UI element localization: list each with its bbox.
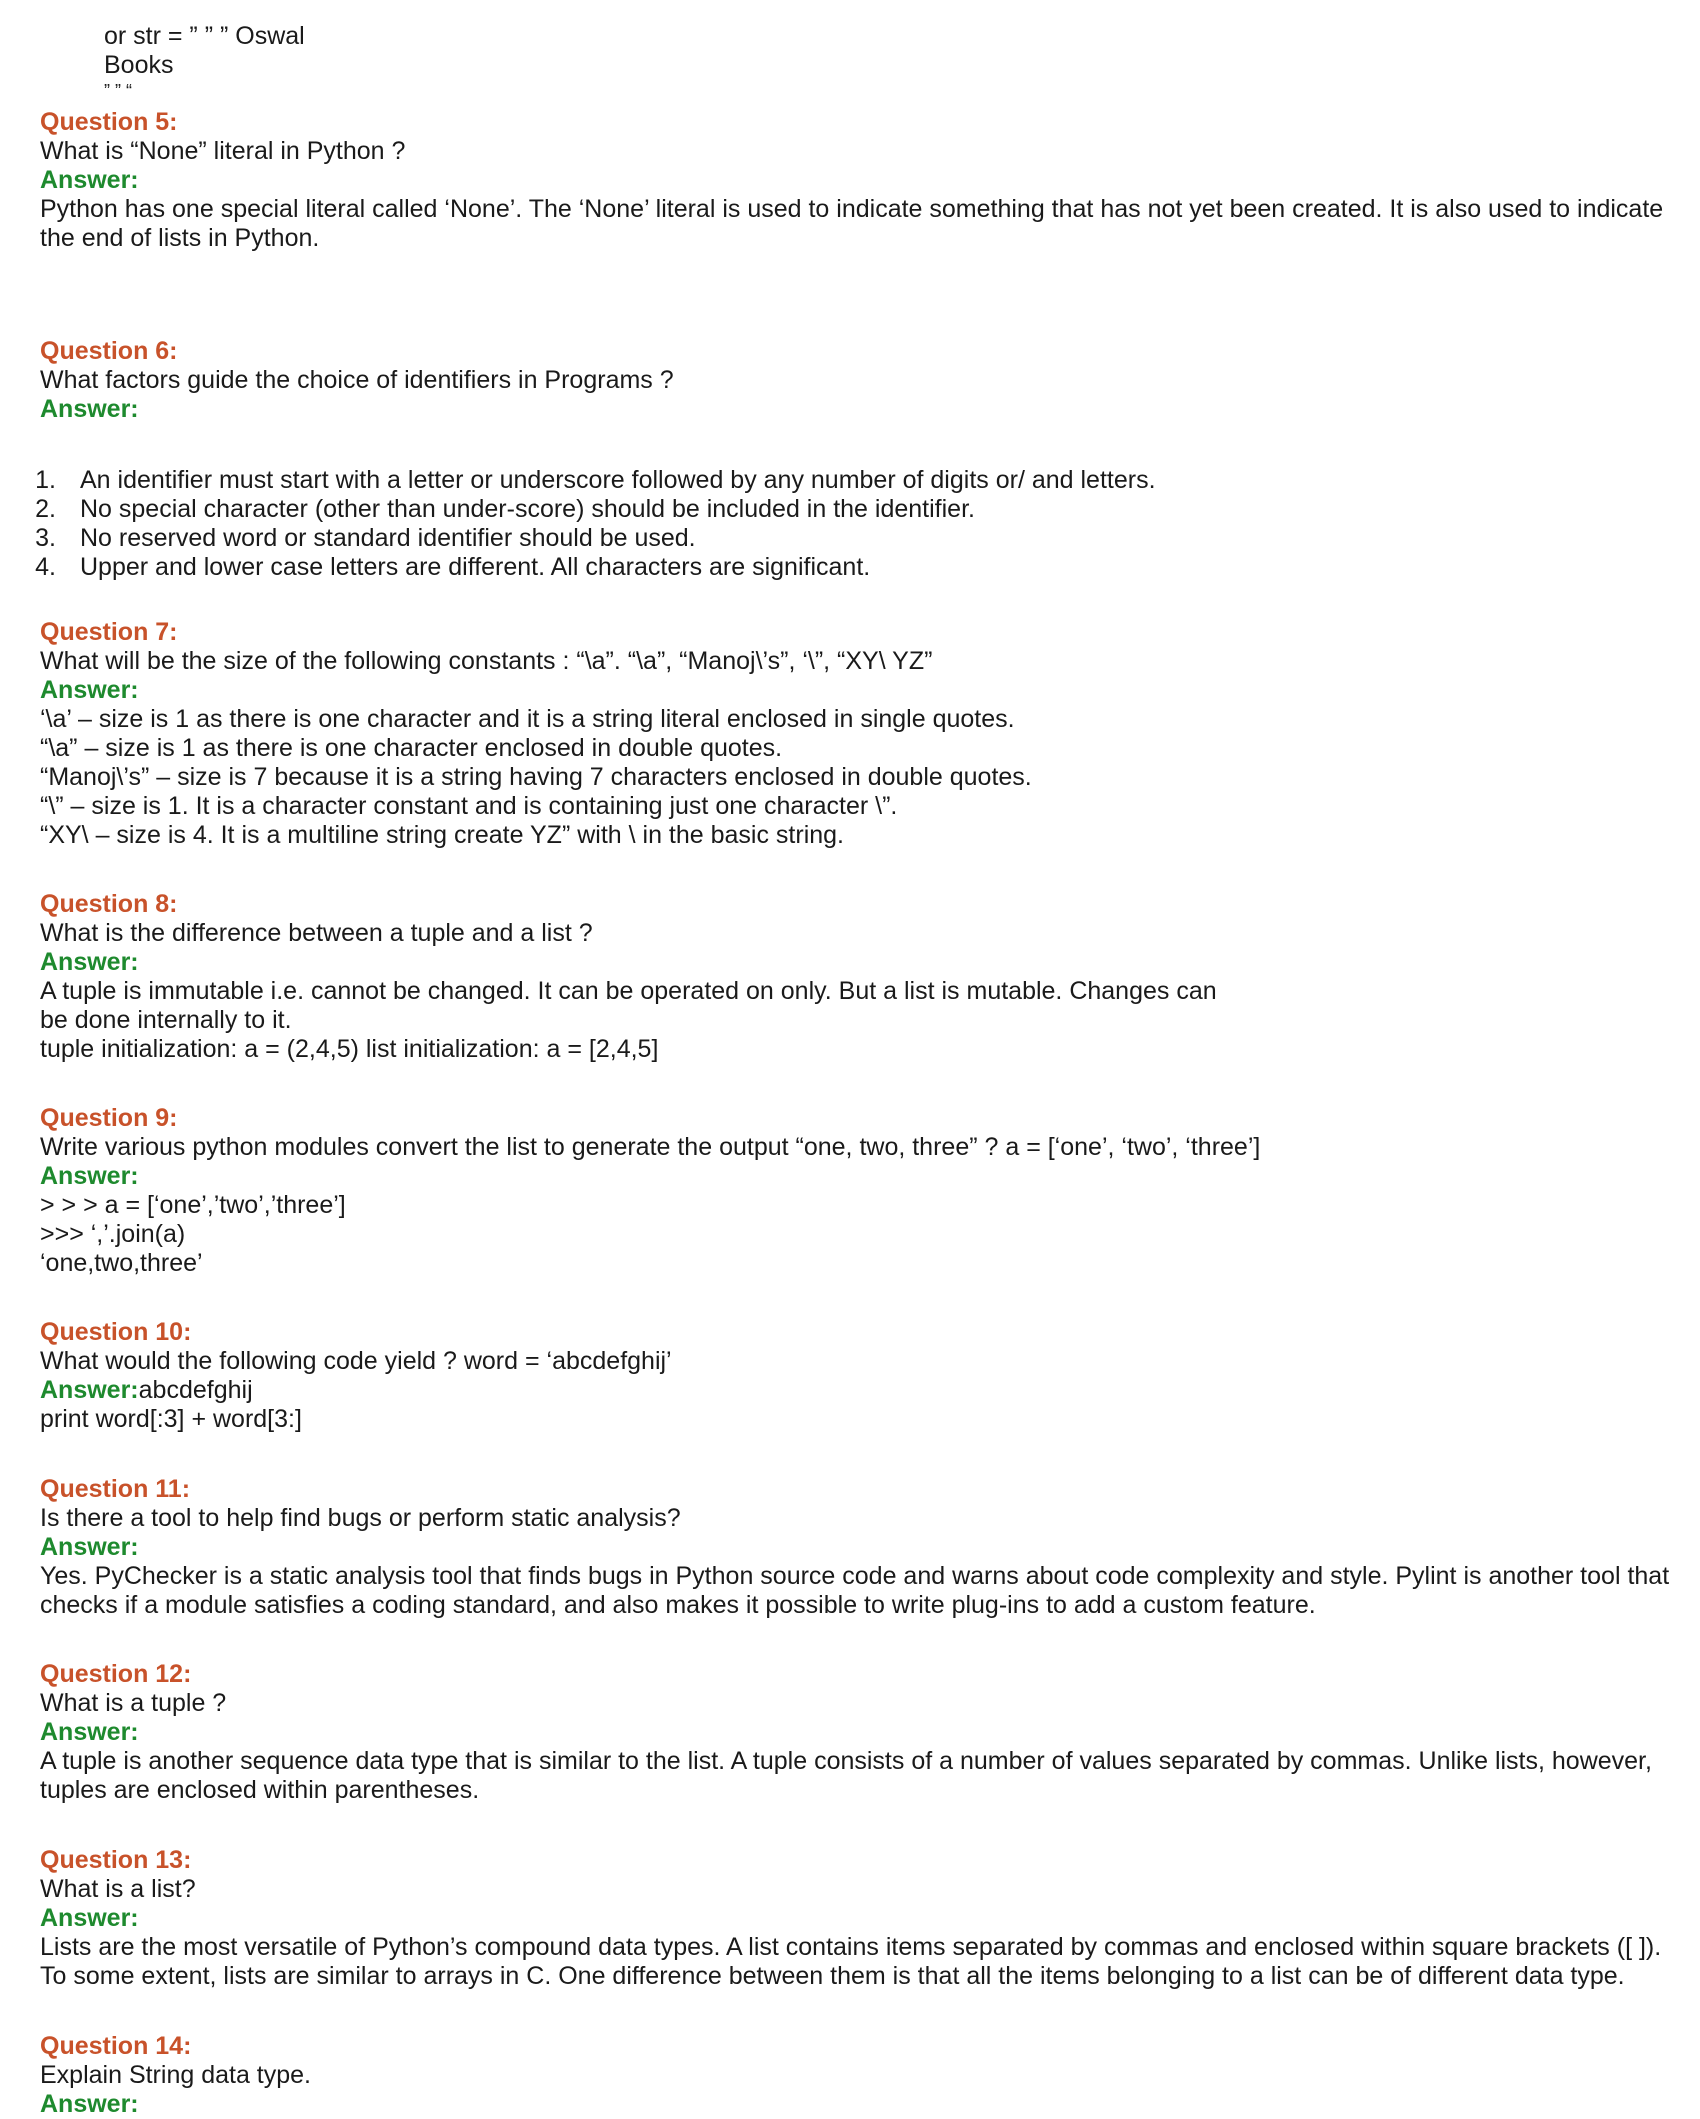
question-text: What factors guide the choice of identifiers in Programs ? <box>40 366 674 394</box>
answer-line: “XY\ – size is 4. It is a multiline string create YZ” with \ in the basic string. <box>40 821 845 849</box>
qa-block-9 <box>40 1104 1680 1278</box>
answer-label: Answer: <box>40 166 139 194</box>
question-title: Question 6: <box>40 337 178 365</box>
answer-line: >>> ‘,’.join(a) <box>40 1220 186 1248</box>
question-text: What is “None” literal in Python ? <box>40 137 406 165</box>
answer-label: Answer: <box>40 1376 139 1404</box>
answer-line: A tuple is immutable i.e. cannot be changed. It can be operated on only. But a list is mutable. Changes can <box>40 977 1217 1005</box>
answer-line: “\” – size is 1. It is a character constant and is containing just one character \”. <box>40 792 898 820</box>
question-title: Question 10: <box>40 1318 192 1346</box>
qa-block-6 <box>35 337 1680 582</box>
list-item: 3. No reserved word or standard identifier should be used. <box>35 524 696 552</box>
question-text: Is there a tool to help find bugs or perform static analysis? <box>40 1504 681 1532</box>
answer-line: ‘one,two,three’ <box>40 1249 203 1277</box>
question-title: Question 5: <box>40 108 178 136</box>
answer-text: Lists are the most versatile of Python’s compound data types. A list contains items separated by commas and enclosed within square brackets ([ ]). To some extent, lists are similar to arrays in C. One difference between them is that all the items belonging to a list can be of different data type. <box>40 1933 1662 1990</box>
answer-line: > > > a = [‘one’,’two’,’three’] <box>40 1191 346 1219</box>
intro-line: ” ” “ <box>104 81 132 101</box>
answer-label: Answer: <box>40 948 139 976</box>
qa-block-13 <box>40 1846 1680 1991</box>
answer-text: Python has one special literal called ‘None’. The ‘None’ literal is used to indicate something that has not yet been created. It is also used to indicate the end of lists in Python. <box>40 195 1664 252</box>
question-text: What would the following code yield ? word = ‘abcdefghij’ <box>40 1347 672 1375</box>
answer-label: Answer: <box>40 395 139 423</box>
intro-code-fragment <box>104 22 305 102</box>
question-text: Explain String data type. <box>40 2061 311 2089</box>
qa-block-14 <box>40 2032 1680 2119</box>
question-title: Question 13: <box>40 1846 192 1874</box>
intro-line: Books <box>104 51 174 79</box>
question-text: What is a list? <box>40 1875 196 1903</box>
answer-label: Answer: <box>40 2090 139 2118</box>
question-text: What is a tuple ? <box>40 1689 227 1717</box>
qa-block-8 <box>40 890 1680 1064</box>
question-title: Question 12: <box>40 1660 192 1688</box>
answer-label: Answer: <box>40 1162 139 1190</box>
answer-row <box>40 1376 1680 1405</box>
answer-line: ‘\a’ – size is 1 as there is one character and it is a string literal enclosed in single quotes. <box>40 705 1015 733</box>
answer-line: “Manoj\’s” – size is 7 because it is a string having 7 characters enclosed in double quotes. <box>40 763 1032 791</box>
answer-line: print word[:3] + word[3:] <box>40 1405 302 1433</box>
question-title: Question 11: <box>40 1475 191 1503</box>
qa-block-11 <box>40 1475 1680 1620</box>
question-title: Question 9: <box>40 1104 178 1132</box>
answer-label: Answer: <box>40 1904 139 1932</box>
qa-block-7 <box>40 618 1680 850</box>
answer-text: A tuple is another sequence data type that is similar to the list. A tuple consists of a number of values separated by commas. Unlike lists, however, tuples are enclosed within parentheses. <box>40 1747 1652 1804</box>
answer-line: be done internally to it. <box>40 1006 292 1034</box>
answer-label: Answer: <box>40 676 139 704</box>
intro-line: or str = ” ” ” Oswal <box>104 22 305 50</box>
qa-block-12 <box>40 1660 1680 1805</box>
question-text: What is the difference between a tuple and a list ? <box>40 919 593 947</box>
identifier-rules-list <box>35 466 1680 582</box>
question-text: What will be the size of the following constants : “\a”. “\a”, “Manoj\’s”, ‘\”, “XY\ YZ” <box>40 647 933 675</box>
list-item: 4. Upper and lower case letters are different. All characters are significant. <box>35 553 871 581</box>
answer-line: “\a” – size is 1 as there is one character enclosed in double quotes. <box>40 734 783 762</box>
answer-label: Answer: <box>40 1718 139 1746</box>
list-item: 1. An identifier must start with a letter or underscore followed by any number of digits or/ and letters. <box>35 466 1156 494</box>
question-text: Write various python modules convert the list to generate the output “one, two, three” ? a = [‘one’, ‘two’, ‘three’] <box>40 1133 1261 1161</box>
answer-inline-text: abcdefghij <box>138 1376 253 1404</box>
question-title: Question 8: <box>40 890 178 918</box>
answer-text: Yes. PyChecker is a static analysis tool that finds bugs in Python source code and warns about code complexity and style. Pylint is another tool that checks if a module satisfies a coding standard, and also makes it possible to write plug-ins to add a custom feature. <box>40 1562 1670 1619</box>
qa-block-5 <box>40 108 1680 253</box>
answer-line: tuple initialization: a = (2,4,5) list initialization: a = [2,4,5] <box>40 1035 659 1063</box>
list-item: 2. No special character (other than under-score) should be included in the identifier. <box>35 495 975 523</box>
answer-label: Answer: <box>40 1533 139 1561</box>
question-title: Question 14: <box>40 2032 192 2060</box>
qa-block-10 <box>40 1318 1680 1434</box>
question-title: Question 7: <box>40 618 178 646</box>
